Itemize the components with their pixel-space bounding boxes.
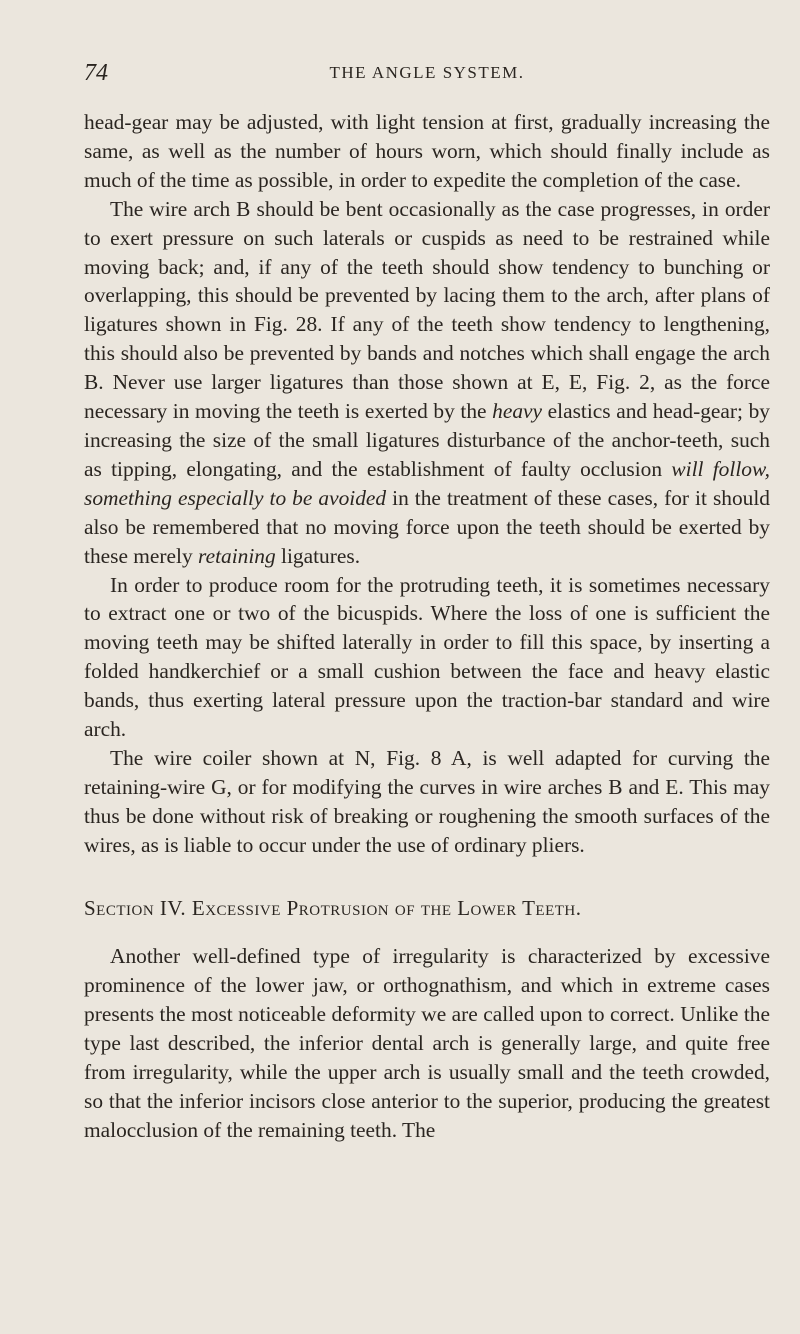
text-run: Another well-defined type of irregularity is characterized by excessive prominence of the lower jaw, or orthognathism, and which in extreme cases presents the most noticeable deformity we are called upon to correct. Unlike the type last described, the inferior dental arch is generally large, and quite free from irregularity, while the upper arch is usually small and the teeth crowded, so that the inferior incisors close anterior to the superior, producing the greatest malocclusion of the remaining teeth. The (84, 944, 770, 1142)
paragraph-wire-coiler (84, 744, 770, 860)
italic-text: retaining (198, 543, 276, 568)
paragraph-extraction (84, 571, 770, 744)
running-title: THE ANGLE SYSTEM. (329, 63, 525, 82)
text-run: ligatures. (275, 543, 361, 568)
italic-text: heavy (492, 399, 543, 424)
body-text (84, 108, 770, 1145)
section-heading: Section IV. Excessive Protrusion of the Lower Teeth. (84, 895, 582, 920)
page-number: 74 (84, 60, 108, 86)
text-run: in the treatment of these cases, for it should also be remembered that no moving force upon the teeth should be exerted by these merely (84, 485, 771, 568)
text-run: The wire coiler shown at N, Fig. 8 A, is well adapted for curving the retaining-wire G, or for modifying the curves in wire arches B and E. This may thus be done without risk of breaking or roughening the smooth surfaces of the wires, as is liable to occur under the use of ordinary pliers. (84, 745, 770, 857)
text-run: head-gear may be adjusted, with light tension at first, gradually increasing the same, as well as the number of hours worn, which should finally include as much of the time as possible, in order to expedite the completion of the case. (84, 110, 770, 192)
paragraph-orthognathism (84, 942, 770, 1144)
running-head (84, 60, 770, 88)
italic-text: will follow, something especially to be avoided (84, 456, 770, 510)
text-run: The wire arch B should be bent occasionally as the case progresses, in order to exert pressure on such laterals or cuspids as need to be restrained while moving back; and, if any of the teeth should show tendency to bunching or overlapping, this should be prevented by lacing them to the arch, after plans of ligatures shown in Fig. 28. If any of the teeth show tendency to lengthening, this should also be prevented by bands and notches which shall engage the arch B. Never use larger ligatures than those shown at E, E, Fig. 2, as the force necessary in moving the teeth is exerted by the (84, 196, 770, 424)
text-run: In order to produce room for the protruding teeth, it is sometimes necessary to extract one or two of the bicuspids. Where the loss of one is sufficient the moving teeth may be shifted laterally in order to fill this space, by inserting a folded handkerchief or a small cushion between the face and heavy elastic bands, thus exerting lateral pressure upon the traction-bar standard and wire arch. (84, 572, 770, 742)
text-run: elastics and head-gear; by increasing the size of the small ligatures disturbance of the anchor-teeth, such as tipping, elongating, and the establishment of faulty occlusion (84, 399, 770, 481)
paragraph-continuation (84, 108, 770, 195)
paragraph-wire-arch (84, 195, 770, 571)
